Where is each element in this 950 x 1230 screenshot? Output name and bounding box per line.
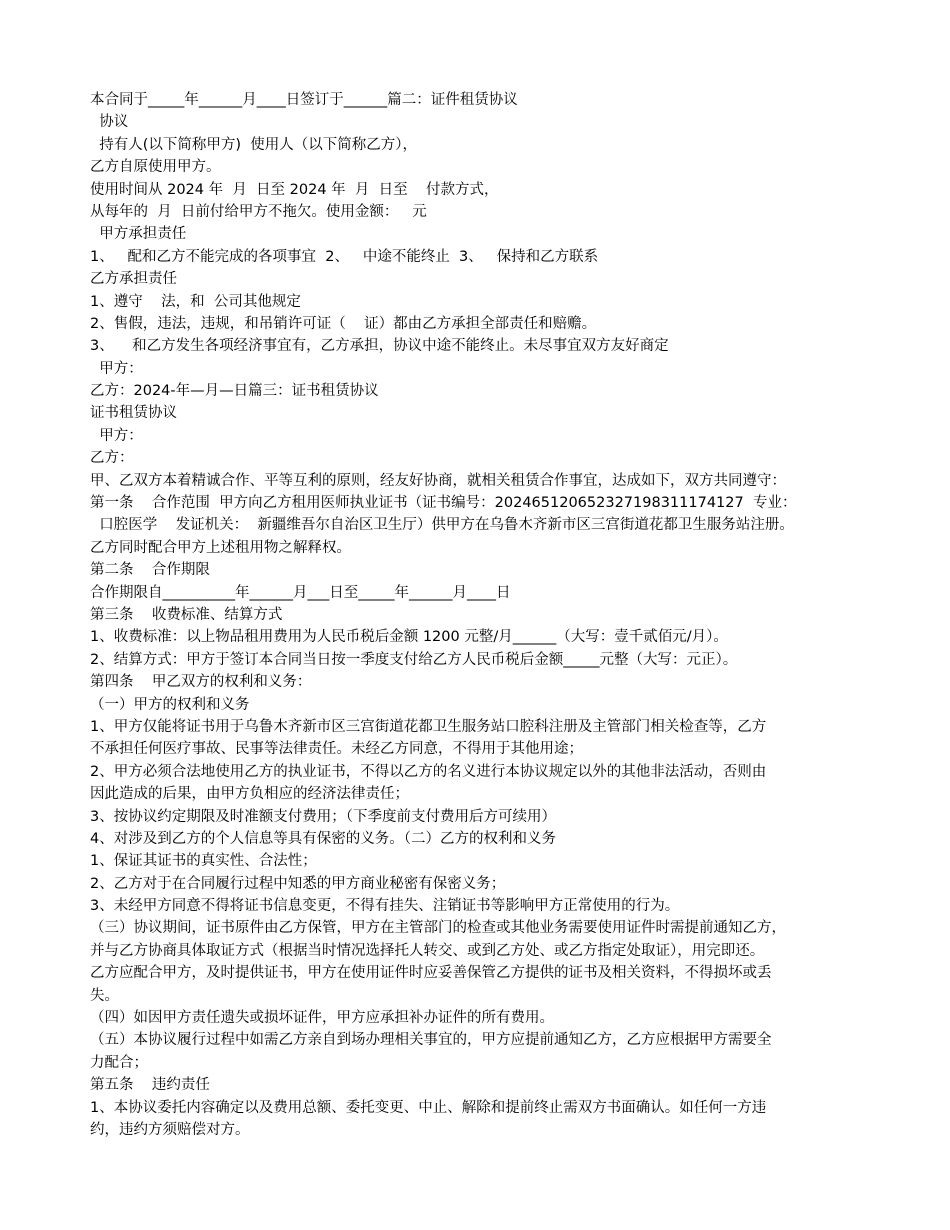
text-line: 甲方： — [90, 427, 143, 444]
text-line: 2、乙方对于在合同履行过程中知悉的甲方商业秘密有保密义务； — [90, 875, 506, 892]
text-line: 本合同于_____年______月____日签订于______篇二：证件租赁协议 — [90, 92, 518, 108]
text-line: 使用时间从 2024 年 月 日至 2024 年 月 日至 付款方式， — [90, 181, 499, 198]
text-line: 3、 和乙方发生各项经济事宜有，乙方承担，协议中途不能终止。未尽事宜双方友好商定 — [90, 338, 669, 355]
text-line: 因此造成的后果，由甲方负相应的经济法律责任； — [90, 786, 409, 803]
text-line: 第三条 收费标准、结算方式 — [90, 606, 283, 623]
text-line: 乙方：2024-年—月—日篇三：证书租赁协议 — [90, 383, 379, 400]
text-line: 甲方： — [90, 360, 143, 377]
text-line: 1、保证其证书的真实性、合法性； — [90, 853, 317, 870]
text-line: 2、甲方必须合法地使用乙方的执业证书，不得以乙方的名义进行本协议规定以外的其他非法活动，否则由 — [90, 763, 767, 780]
text-line: 1、收费标准：以上物品租用费用为人民币税后金额 1200 元整/月______（大写：壹千贰佰元/月）。 — [90, 629, 728, 646]
text-line: 乙方： — [90, 450, 134, 467]
text-line: 乙方应配合甲方，及时提供证书，甲方在使用证件时应妥善保管乙方提供的证书及相关资料，不得损坏或丢 — [90, 965, 772, 982]
text-line: 口腔医学 发证机关： 新疆维吾尔自治区卫生厅）供甲方在乌鲁木齐新市区三宫街道花都卫生服务站注册。 — [90, 517, 794, 534]
text-line: 从每年的 月 日前付给甲方不拖欠。使用金额： 元 — [90, 203, 427, 220]
text-line: 失。 — [90, 987, 119, 1004]
text-line: 约，违约方须赔偿对方。 — [90, 1121, 250, 1138]
text-line: 甲方承担责任 — [90, 226, 187, 243]
text-line: （五）本协议履行过程中如需乙方亲自到场办理相关事宜的，甲方应提前通知乙方，乙方应根据甲方需要全 — [90, 1032, 772, 1049]
text-line: 3、未经甲方同意不得将证书信息变更，不得有挂失、注销证书等影响甲方正常使用的行为。 — [90, 898, 680, 915]
text-line: 4、对涉及到乙方的个人信息等具有保密的义务。（二）乙方的权利和义务 — [90, 830, 556, 847]
text-line: 2、售假，违法，违规，和吊销许可证（ 证）都由乙方承担全部责任和赔赡。 — [90, 315, 597, 332]
text-line: （三）协议期间，证书原件由乙方保管，甲方在主管部门的检查或其他业务需要使用证件时需提前通知乙方， — [90, 920, 786, 937]
text-line: （四）如因甲方责任遗失或损坏证件，甲方应承担补办证件的所有费用。 — [90, 1010, 554, 1027]
text-line: 不承担任何医疗事故、民事等法律责任。未经乙方同意，不得用于其他用途； — [90, 741, 583, 758]
text-line: 1、甲方仅能将证书用于乌鲁木齐新市区三宫街道花都卫生服务站口腔科注册及主管部门相关检查等，乙方 — [90, 718, 767, 735]
text-line: 证书租赁协议 — [90, 405, 177, 422]
text-line: 2、结算方式：甲方于签订本合同当日按一季度支付给乙方人民币税后金额_____元整（大写：元正）。 — [90, 651, 738, 668]
text-line: 乙方自原使用甲方。 — [90, 159, 221, 176]
text-line: 第二条 合作期限 — [90, 562, 210, 579]
text-line: 第五条 违约责任 — [90, 1077, 210, 1094]
text-line: 并与乙方协商具体取证方式（根据当时情况选择托人转交、或到乙方处、或乙方指定处取证），用完即还。 — [90, 942, 765, 959]
document-body — [90, 89, 890, 1141]
text-line: 第一条 合作范围 甲方向乙方租用医师执业证书（证书编号：2024651206523271983111741​27 专业： — [90, 495, 797, 512]
text-line: 力配合； — [90, 1054, 148, 1071]
text-line: 1、 配和乙方不能完成的各项事宜 2、 中途不能终止 3、 保持和乙方联系 — [90, 248, 599, 265]
text-line: 持有人(以下简称甲方) 使用人（以下简称乙方）， — [90, 136, 417, 153]
text-line: 乙方承担责任 — [90, 271, 177, 288]
text-line: （一）甲方的权利和义务 — [90, 696, 250, 713]
text-line: 乙方同时配合甲方上述租用物之解释权。 — [90, 539, 351, 556]
text-line: 甲、乙双方本着精诚合作、平等互利的原则，经友好协商，就相关租赁合作事宜，达成如下，双方共同遵守： — [90, 472, 786, 489]
text-line: 1、本协议委托内容确定以及费用总额、委托变更、中止、解除和提前终止需双方书面确认。如任何一方违 — [90, 1099, 767, 1116]
text-line: 第四条 甲乙双方的权利和义务： — [90, 674, 312, 691]
text-line: 3、按协议约定期限及时准额支付费用；（下季度前支付费用后方可续用） — [90, 808, 556, 825]
text-line: 协议 — [90, 114, 129, 131]
text-line: 合作期限自__________年______月___日至_____年______月____日 — [90, 584, 511, 601]
text-line: 1、遵守 法，和 公司其他规定 — [90, 293, 301, 310]
